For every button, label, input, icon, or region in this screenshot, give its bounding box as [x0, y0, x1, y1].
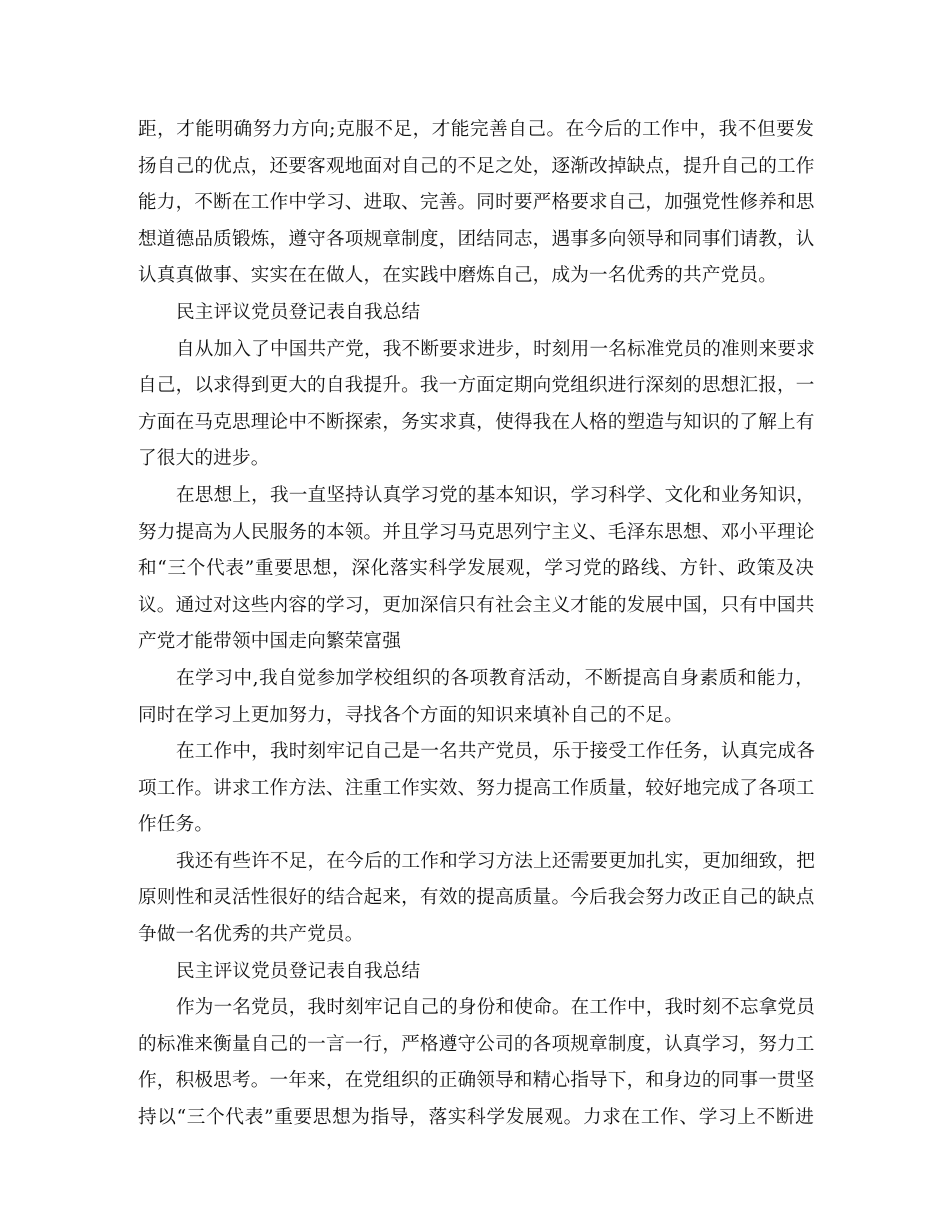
text-line: 持以“三个代表”重要思想为指导，落实科学发展观。力求在工作、学习上不断进: [138, 1107, 814, 1129]
text-line: 作，积极思考。一年来，在党组织的正确领导和精心指导下，和身边的同事一贯坚: [138, 1070, 815, 1092]
text-line: 能力，不断在工作中学习、进取、完善。同时要严格要求自己，加强党性修养和思: [138, 192, 815, 214]
text-line: 原则性和灵活性很好的结合起来，有效的提高质量。今后我会努力改正自己的缺点: [138, 887, 815, 909]
paragraph: [138, 844, 814, 954]
document-page: [138, 112, 814, 1137]
text-line: 我还有些许不足，在今后的工作和学习方法上还需要更加扎实，更加细致，把: [176, 850, 815, 872]
text-line: 认真真做事、实实在在做人，在实践中磨炼自己，成为一名优秀的共产党员。: [138, 265, 777, 287]
paragraph: [138, 661, 814, 734]
text-line: 产党才能带领中国走向繁荣富强: [138, 631, 402, 653]
text-line: 在思想上，我一直坚持认真学习党的基本知识，学习科学、文化和业务知识，: [176, 484, 815, 506]
paragraph: [138, 478, 814, 661]
text-line: 和“三个代表”重要思想，深化落实科学发展观，学习党的路线、方针、政策及决: [138, 558, 814, 580]
paragraph: [138, 332, 814, 478]
text-line: 扬自己的优点，还要客观地面对自己的不足之处，逐渐改掉缺点，提升自己的工作: [138, 155, 815, 177]
text-line: 议。通过对这些内容的学习，更加深信只有社会主义才能的发展中国，只有中国共: [138, 594, 815, 616]
text-line: 的标准来衡量自己的一言一行，严格遵守公司的各项规章制度，认真学习，努力工: [138, 1033, 815, 1055]
text-line: 作任务。: [138, 814, 214, 836]
paragraph: [138, 990, 814, 1136]
text-line: 方面在马克思理论中不断探索，务实求真，使得我在人格的塑造与知识的了解上有: [138, 411, 815, 433]
text-line: 了很大的进步。: [138, 448, 270, 470]
text-line: 项工作。讲求工作方法、注重工作实效、努力提高工作质量，较好地完成了各项工: [138, 777, 815, 799]
paragraph: [138, 112, 814, 295]
text-line: 在学习中,我自觉参加学校组织的各项教育活动，不断提高自身素质和能力，: [176, 667, 814, 689]
section-heading: 民主评议党员登记表自我总结: [176, 960, 421, 982]
text-line: 在工作中，我时刻牢记自己是一名共产党员，乐于接受工作任务，认真完成各: [176, 741, 815, 763]
text-line: 同时在学习上更加努力，寻找各个方面的知识来填补自己的不足。: [138, 704, 684, 726]
text-line: 自己，以求得到更大的自我提升。我一方面定期向党组织进行深刻的思想汇报，一: [138, 375, 815, 397]
section-heading: 民主评议党员登记表自我总结: [176, 301, 421, 323]
text-line: 努力提高为人民服务的本领。并且学习马克思列宁主义、毛泽东思想、邓小平理论: [138, 521, 815, 543]
text-line: 自从加入了中国共产党，我不断要求进步，时刻用一名标准党员的准则来要求: [176, 338, 815, 360]
text-line: 想道德品质锻炼，遵守各项规章制度，团结同志，遇事多向领导和同事们请教，认: [138, 228, 815, 250]
text-line: 争做一名优秀的共产党员。: [138, 924, 364, 946]
text-line: 距，才能明确努力方向;克服不足，才能完善自己。在今后的工作中，我不但要发: [138, 119, 814, 140]
paragraph: [138, 734, 814, 844]
text-line: 作为一名党员，我时刻牢记自己的身份和使命。在工作中，我时刻不忘拿党员: [176, 997, 815, 1019]
